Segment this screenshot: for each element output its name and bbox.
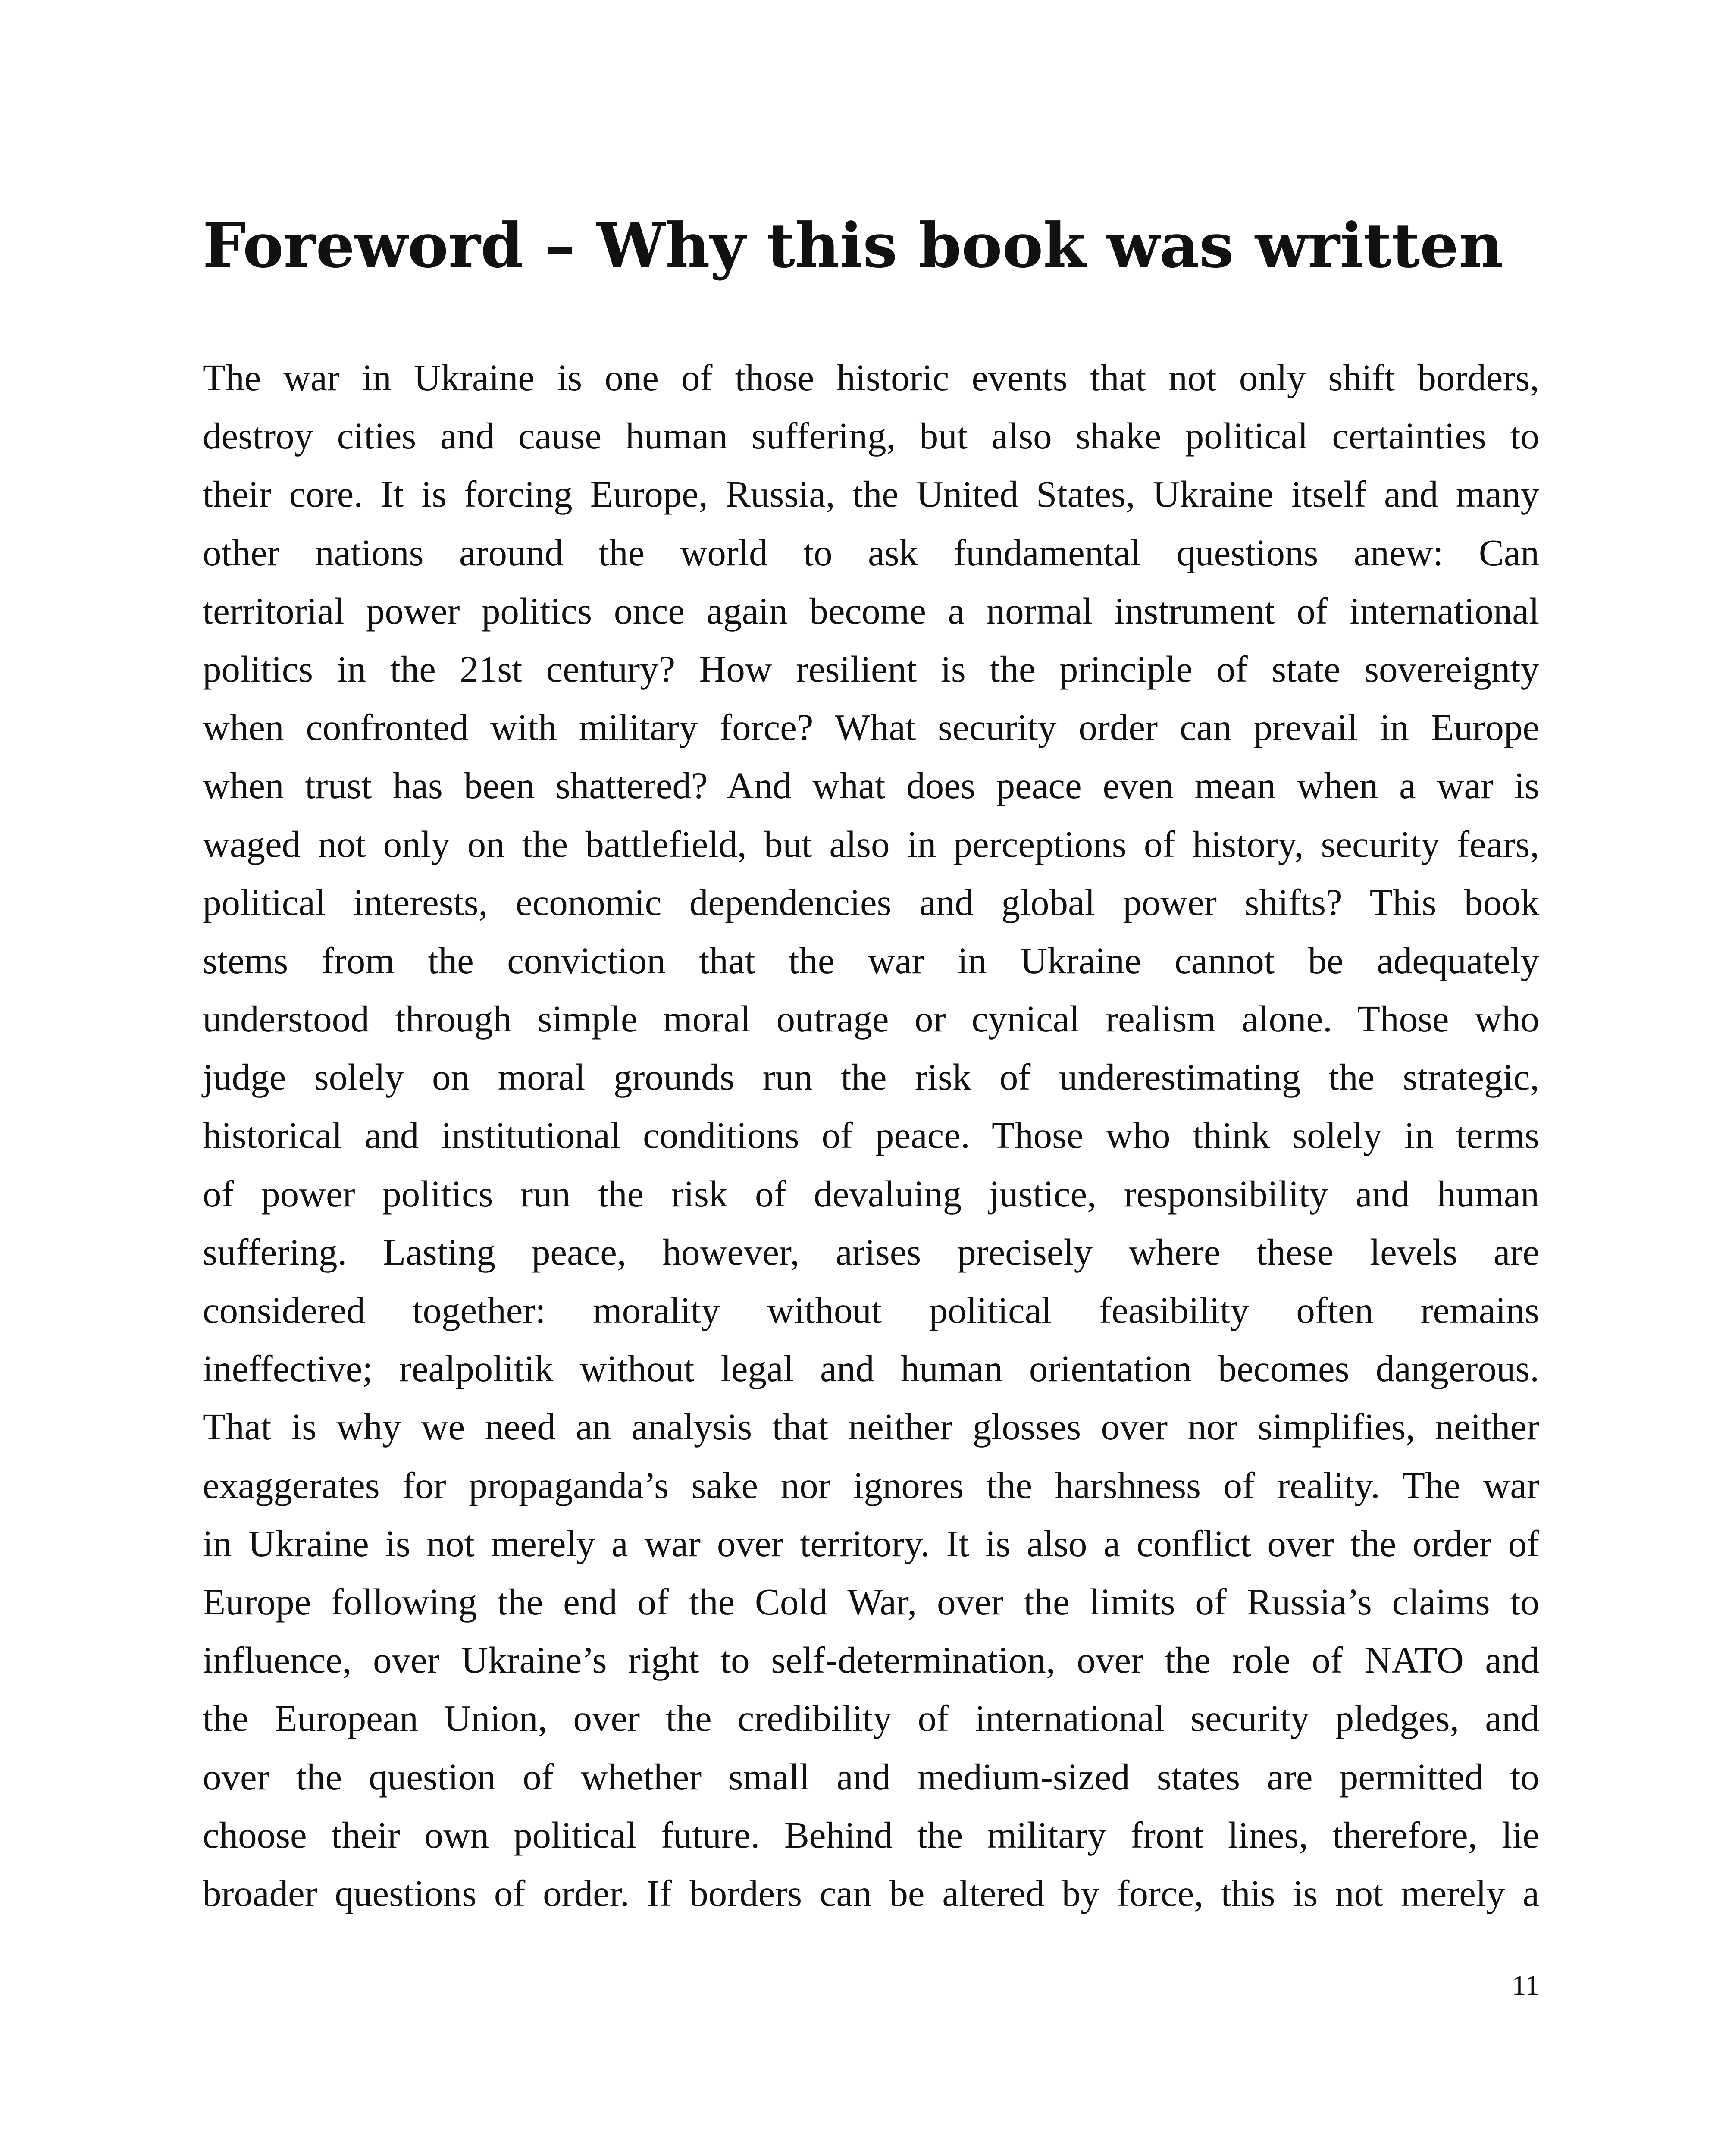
text-line-16: suffering. Lasting peace, however, arises precisely where these levels are [203,1231,1539,1273]
text-line-3: their core. It is forcing Europe, Russia, the United States, Ukraine itself and many [203,473,1539,515]
text-line-24: the European Union, over the credibility of international security pledges, and [203,1697,1539,1739]
text-line-17: considered together: morality without political feasibility often remains [203,1289,1539,1331]
text-line-1: The war in Ukraine is one of those historic events that not only shift borders, [203,357,1539,398]
text-line-26: choose their own political future. Behind the military front lines, therefore, lie [203,1814,1539,1856]
text-line-12: understood through simple moral outrage or cynical realism alone. Those who [203,998,1539,1040]
text-line-8: when trust has been shattered? And what does peace even mean when a war is [203,765,1539,807]
text-line-2: destroy cities and cause human suffering, but also shake political certainties to [203,415,1539,457]
page-number: 11 [1512,1970,1539,2001]
text-line-7: when confronted with military force? What security order can prevail in Europe [203,706,1539,749]
text-line-13: judge solely on moral grounds run the risk of underestimating the strategic, [203,1056,1539,1098]
text-line-27: broader questions of order. If borders can be altered by force, this is not merely a [203,1872,1539,1914]
text-line-21: in Ukraine is not merely a war over territory. It is also a conflict over the order of [203,1522,1539,1564]
text-line-5: territorial power politics once again become a normal instrument of international [203,589,1539,632]
text-line-18: ineffective; realpolitik without legal and human orientation becomes dangerous. [203,1348,1539,1390]
text-line-4: other nations around the world to ask fundamental questions anew: Can [203,531,1539,573]
text-line-11: stems from the conviction that the war in Ukraine cannot be adequately [203,939,1539,981]
text-line-19: That is why we need an analysis that neither glosses over nor simplifies, neither [203,1406,1539,1448]
foreword-body [203,348,1539,1922]
chapter-title: Foreword – Why this book was written [203,210,1503,282]
text-line-23: influence, over Ukraine’s right to self-determination, over the role of NATO and [203,1639,1539,1681]
text-line-10: political interests, economic dependencies and global power shifts? This book [203,881,1539,923]
text-line-9: waged not only on the battlefield, but also in perceptions of history, security fears, [203,823,1539,865]
text-line-25: over the question of whether small and medium-sized states are permitted to [203,1755,1539,1798]
text-line-20: exaggerates for propaganda’s sake nor ignores the harshness of reality. The war [203,1464,1539,1506]
text-line-14: historical and institutional conditions of peace. Those who think solely in terms [203,1114,1539,1156]
text-line-22: Europe following the end of the Cold War, over the limits of Russia’s claims to [203,1580,1539,1623]
text-line-6: politics in the 21st century? How resilient is the principle of state sovereignty [203,648,1539,690]
text-line-15: of power politics run the risk of devaluing justice, responsibility and human [203,1172,1539,1215]
